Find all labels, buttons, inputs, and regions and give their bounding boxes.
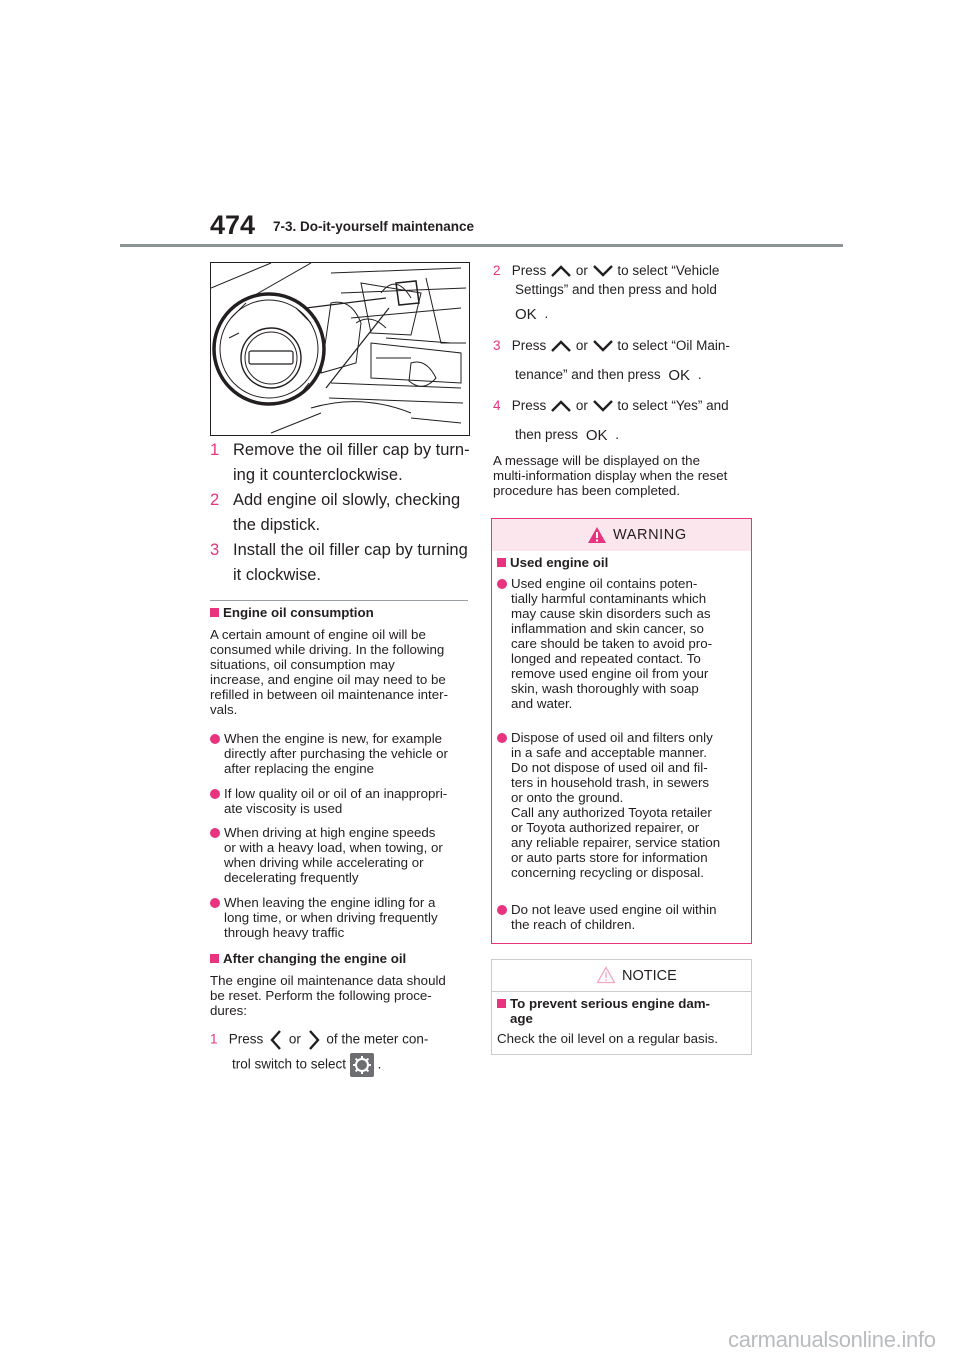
step-text: . — [697, 367, 702, 382]
reset-step-2-line3 — [515, 304, 755, 324]
text-line: the reach of children. — [511, 917, 636, 932]
chevron-down-icon — [592, 338, 614, 354]
list-item — [497, 576, 745, 718]
step-text: . — [544, 306, 549, 321]
step-line: ing it counterclockwise. — [233, 466, 403, 484]
square-bullet-icon — [497, 999, 506, 1008]
reset-step-2 — [493, 261, 753, 280]
step-text: . — [377, 1056, 382, 1072]
ok-button-icon: OK — [515, 305, 537, 323]
step-text — [233, 438, 473, 488]
step-text: Press — [511, 338, 547, 353]
step-text: Press — [511, 398, 547, 413]
text-line: Do not leave used engine oil within — [511, 902, 717, 917]
bullet-dot-icon — [210, 828, 220, 838]
bullet-dot-icon — [497, 733, 507, 743]
text-line: skin, wash thoroughly with soap — [511, 681, 699, 696]
step-text: Settings” and then press and hold — [515, 282, 717, 297]
text-line: concerning recycling or disposal. — [511, 865, 704, 880]
text-line: ate viscosity is used — [224, 801, 343, 816]
text-line: Dispose of used oil and filters only — [511, 730, 713, 745]
step-3 — [210, 538, 475, 590]
warning-box — [491, 518, 752, 944]
chevron-up-icon — [550, 263, 572, 279]
notice-box — [491, 959, 752, 1055]
text-line: Call any authorized Toyota retailer — [511, 805, 712, 820]
text-line: or Toyota authorized repairer, or — [511, 820, 700, 835]
step-line: the dipstick. — [233, 516, 321, 534]
warning-header — [492, 519, 751, 551]
text-line: ters in household trash, in sewers — [511, 775, 710, 790]
list-item — [497, 730, 745, 886]
step-text: then press — [515, 427, 579, 442]
chevron-left-icon — [267, 1029, 285, 1051]
text-line: when driving while accelerating or — [224, 855, 424, 870]
engine-drawing — [211, 263, 469, 435]
list-item — [210, 895, 475, 941]
step-text: or — [575, 338, 588, 353]
text-line: after replacing the engine — [224, 761, 375, 776]
settings-gear-icon — [350, 1053, 374, 1077]
step-text: or — [575, 398, 588, 413]
step-line: Install the oil filler cap by turning — [233, 541, 468, 559]
step-line: Add engine oil slowly, checking — [233, 491, 461, 509]
reset-step-3 — [493, 336, 753, 355]
consumption-paragraph — [210, 627, 475, 717]
divider — [210, 600, 468, 601]
heading-text: After changing the engine oil — [223, 951, 407, 966]
notice-title: NOTICE — [622, 968, 677, 984]
text-line: procedure has been completed. — [493, 483, 681, 498]
step-text — [233, 538, 473, 588]
after-change-heading — [210, 951, 406, 966]
engine-illustration — [210, 262, 470, 436]
bullet-dot-icon — [210, 734, 220, 744]
bullet-dot-icon — [497, 579, 507, 589]
heading-text: age — [510, 1011, 533, 1026]
text-line: A message will be displayed on the — [493, 453, 700, 468]
caution-triangle-icon — [596, 966, 616, 984]
step-text: Press — [228, 1031, 264, 1047]
chevron-up-icon — [550, 338, 572, 354]
heading-text: To prevent serious engine dam- — [510, 996, 710, 1011]
text-line: A certain amount of engine oil will be — [210, 627, 426, 642]
text-line: Do not dispose of used oil and fil- — [511, 760, 708, 775]
list-item — [210, 786, 475, 817]
text-line: remove used engine oil from your — [511, 666, 709, 681]
text-line: in a safe and acceptable manner. — [511, 745, 707, 760]
section-title: 7-3. Do-it-yourself maintenance — [273, 219, 475, 234]
step-text: or — [288, 1031, 301, 1047]
step-text: to select “Vehicle — [617, 263, 720, 278]
bullet-dot-icon — [210, 789, 220, 799]
text-line: increase, and engine oil may need to be — [210, 672, 446, 687]
bullet-dot-icon — [497, 905, 507, 915]
step-text: or — [575, 263, 588, 278]
text-line: longed and repeated contact. To — [511, 651, 701, 666]
step-text: to select “Yes” and — [617, 398, 729, 413]
text-line: inflammation and skin cancer, so — [511, 621, 704, 636]
text-line: be reset. Perform the following proce- — [210, 988, 432, 1003]
text-line: If low quality oil or oil of an inappropri- — [224, 786, 448, 801]
text-line: or onto the ground. — [511, 790, 624, 805]
bullet-dot-icon — [210, 898, 220, 908]
step-number: 2 — [493, 263, 501, 278]
step-number: 1 — [210, 1031, 218, 1047]
heading-text: Engine oil consumption — [223, 605, 374, 620]
square-bullet-icon — [210, 608, 219, 617]
step-number: 3 — [493, 338, 501, 353]
text-line: dures: — [210, 1003, 247, 1018]
step-number: 3 — [210, 541, 220, 559]
step-text — [233, 488, 473, 538]
chevron-down-icon — [592, 398, 614, 414]
text-line: through heavy traffic — [224, 925, 345, 940]
text-line: or auto parts store for information — [511, 850, 708, 865]
chevron-right-icon — [305, 1029, 323, 1051]
warning-triangle-icon — [587, 526, 607, 544]
chevron-up-icon — [550, 398, 572, 414]
watermark: carmanualsonline.info — [728, 1327, 936, 1352]
text-line: may cause skin disorders such as — [511, 606, 711, 621]
text-line: When the engine is new, for example — [224, 731, 443, 746]
step-line: it clockwise. — [233, 566, 322, 584]
heading-text: Used engine oil — [510, 555, 609, 570]
completion-paragraph — [493, 453, 755, 498]
text-line: long time, or when driving frequently — [224, 910, 438, 925]
text-line: directly after purchasing the vehicle or — [224, 746, 448, 761]
text-line: Used engine oil contains poten- — [511, 576, 698, 591]
reset-step-4-line2 — [515, 425, 755, 445]
square-bullet-icon — [497, 558, 506, 567]
list-item — [497, 902, 745, 933]
list-item — [210, 825, 475, 887]
text-line: When driving at high engine speeds — [224, 825, 436, 840]
text-line: care should be taken to avoid pro- — [511, 636, 713, 651]
after-change-paragraph — [210, 973, 475, 1018]
notice-text: Check the oil level on a regular basis. — [497, 1031, 718, 1046]
text-line: multi-information display when the reset — [493, 468, 728, 483]
step-2 — [210, 488, 475, 540]
step-1 — [210, 438, 475, 490]
warning-heading — [497, 555, 742, 570]
text-line: situations, oil consumption may — [210, 657, 395, 672]
text-line: vals. — [210, 702, 238, 717]
step-text: . — [615, 427, 620, 442]
header-rule — [120, 244, 843, 247]
step-number: 4 — [493, 398, 501, 413]
step-text: trol switch to select — [232, 1056, 347, 1072]
text-line: refilled in between oil maintenance inter- — [210, 687, 449, 702]
text-line: consumed while driving. In the following — [210, 642, 445, 657]
square-bullet-icon — [210, 954, 219, 963]
step-number: 1 — [210, 441, 220, 459]
text-line: tially harmful contaminants which — [511, 591, 707, 606]
page-number: 474 — [210, 210, 256, 240]
reset-step-2-line2 — [515, 280, 755, 299]
step-text: Press — [511, 263, 547, 278]
step-text: to select “Oil Main- — [617, 338, 730, 353]
reset-step-1 — [210, 1029, 475, 1051]
step-line: Remove the oil filler cap by turn- — [233, 441, 470, 459]
text-line: or with a heavy load, when towing, or — [224, 840, 443, 855]
reset-step-3-line2 — [515, 365, 755, 385]
ok-button-icon: OK — [668, 366, 691, 384]
ok-button-icon: OK — [585, 426, 608, 444]
text-line: any reliable repairer, service station — [511, 835, 721, 850]
reset-step-4 — [493, 396, 753, 415]
step-number: 2 — [210, 491, 220, 509]
reset-step-1-line2 — [232, 1053, 472, 1077]
text-line: decelerating frequently — [224, 870, 359, 885]
consumption-heading — [210, 605, 374, 620]
text-line: and water. — [511, 696, 573, 711]
warning-title: WARNING — [613, 527, 687, 543]
step-text: tenance” and then press — [515, 367, 661, 382]
list-item — [210, 731, 475, 777]
notice-header — [492, 960, 751, 992]
notice-heading — [497, 996, 742, 1026]
step-text: of the meter con- — [326, 1031, 429, 1047]
chevron-down-icon — [592, 263, 614, 279]
text-line: The engine oil maintenance data should — [210, 973, 446, 988]
text-line: When leaving the engine idling for a — [224, 895, 436, 910]
